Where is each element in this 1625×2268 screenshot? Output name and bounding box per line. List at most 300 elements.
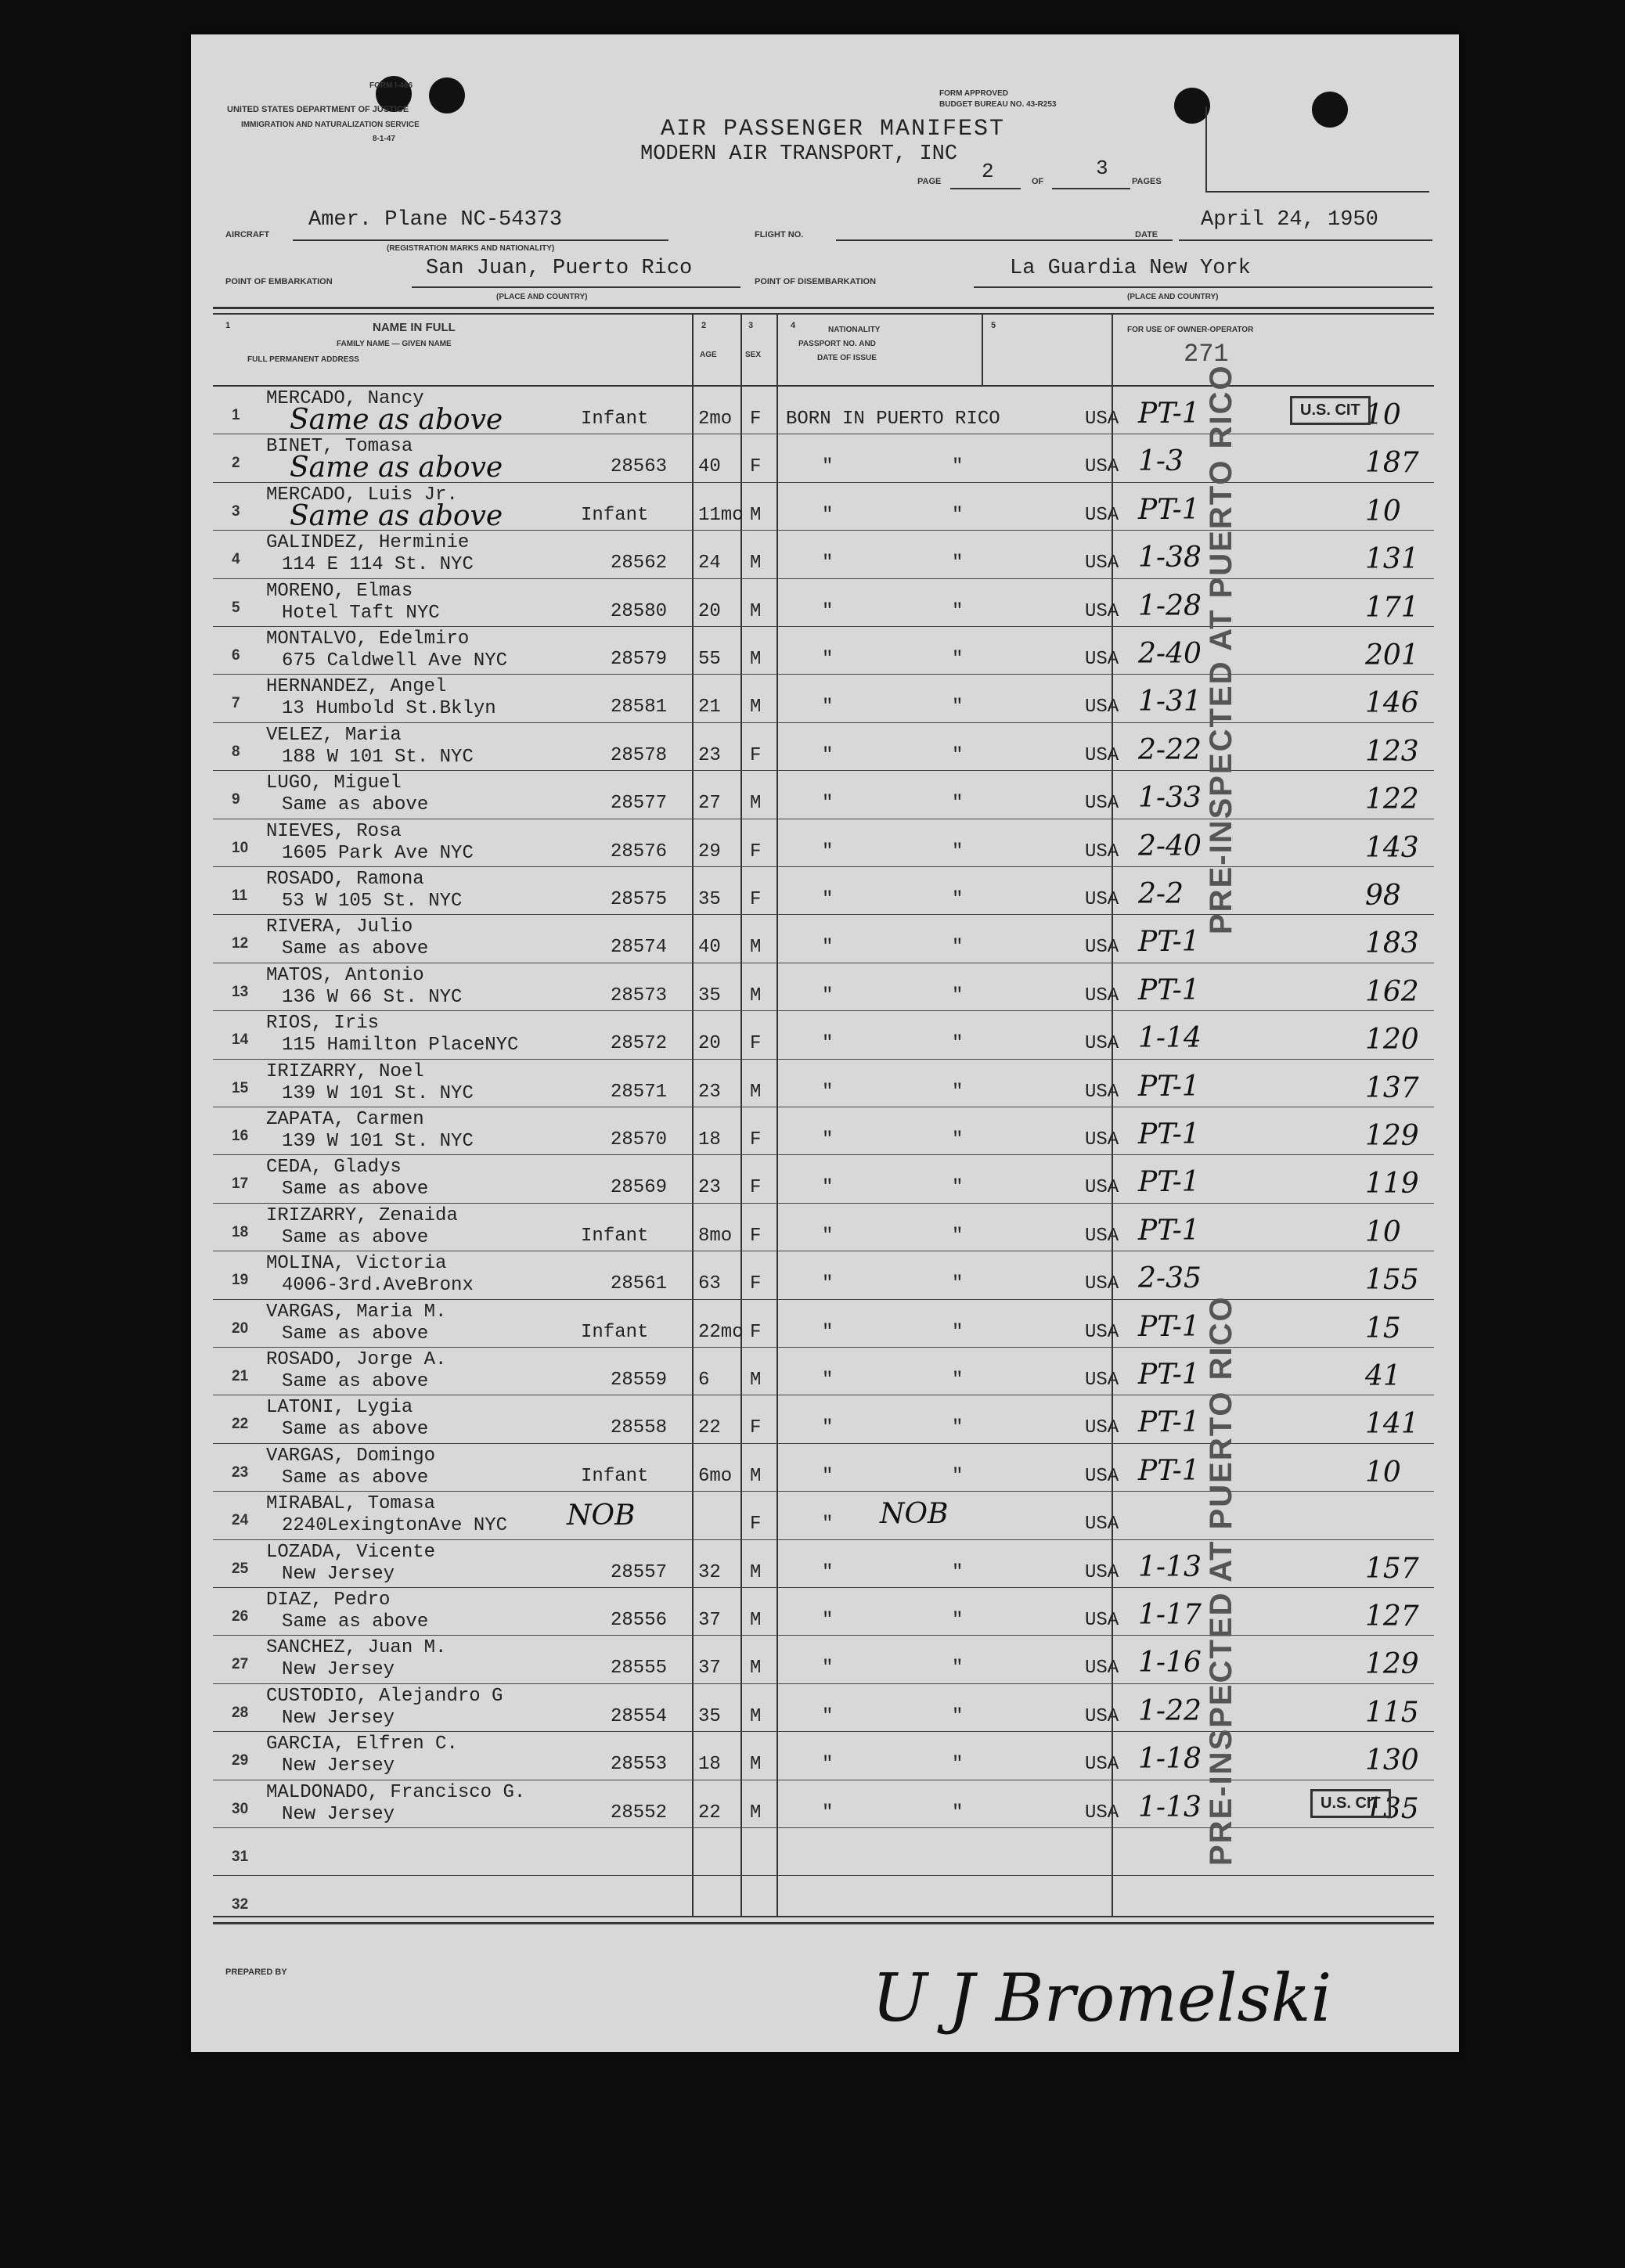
passenger-sex: M xyxy=(750,793,762,815)
passport-number: 28559 xyxy=(611,1370,668,1391)
nationality: " xyxy=(822,1321,834,1343)
row-number: 25 xyxy=(232,1560,249,1577)
passenger-age: 40 xyxy=(698,937,721,959)
nationality: " xyxy=(822,744,834,766)
passenger-address: Same as above xyxy=(282,1323,429,1345)
table-row xyxy=(191,627,1459,675)
nationality-ditto: NOB xyxy=(880,1498,949,1531)
country: USA xyxy=(1085,1273,1119,1295)
corner-box-bottom xyxy=(1205,191,1429,193)
passenger-address: Same as above xyxy=(282,1467,429,1489)
nationality-ditto: " xyxy=(952,553,964,574)
country: USA xyxy=(1085,1081,1119,1103)
owner-operator-value: 129 xyxy=(1365,1120,1419,1152)
form-number: FORM I-466 xyxy=(369,81,413,90)
us-citizen-stamp: U.S. CIT xyxy=(1290,396,1371,425)
owner-operator-value: 137 xyxy=(1365,1071,1419,1104)
passenger-age: 20 xyxy=(698,600,721,622)
passenger-sex: M xyxy=(750,937,762,959)
country: USA xyxy=(1085,504,1119,526)
passenger-sex: M xyxy=(750,985,762,1006)
table-row xyxy=(191,915,1459,963)
owner-operator-value: 10 xyxy=(1365,399,1401,431)
inspection-code: 1-17 xyxy=(1138,1599,1202,1631)
passenger-address: New Jersey xyxy=(282,1707,395,1729)
passenger-sex: M xyxy=(750,1465,762,1487)
inspection-code: PT-1 xyxy=(1138,1214,1200,1247)
country: USA xyxy=(1085,1129,1119,1150)
nationality-ditto: " xyxy=(952,600,964,622)
table-row xyxy=(191,1780,1459,1828)
inspection-code: PT-1 xyxy=(1138,398,1200,430)
nationality: " xyxy=(822,1417,834,1439)
passenger-age: 35 xyxy=(698,889,721,910)
passenger-address: Same as above xyxy=(282,794,429,816)
nationality-ditto: " xyxy=(952,1802,964,1823)
row-number: 6 xyxy=(232,647,240,664)
passport-number: 28581 xyxy=(611,697,668,718)
pages-total: 3 xyxy=(1096,157,1108,180)
col1-title: NAME IN FULL xyxy=(373,321,456,334)
page-underline xyxy=(950,188,1021,189)
country: USA xyxy=(1085,409,1119,430)
row-number: 21 xyxy=(232,1368,249,1384)
owner-operator-value: 131 xyxy=(1365,543,1419,576)
embark-note: (PLACE AND COUNTRY) xyxy=(496,293,588,301)
nationality: " xyxy=(822,600,834,622)
col1-sub2: FULL PERMANENT ADDRESS xyxy=(247,355,359,364)
row-number: 32 xyxy=(232,1896,249,1913)
country: USA xyxy=(1085,697,1119,718)
owner-operator-value: 135 xyxy=(1365,1792,1419,1825)
nationality-ditto: " xyxy=(952,1225,964,1247)
passenger-age: 8mo xyxy=(698,1225,733,1247)
country: USA xyxy=(1085,1370,1119,1391)
inspection-code: 1-38 xyxy=(1138,542,1202,574)
country: USA xyxy=(1085,1658,1119,1679)
nationality-ditto: " xyxy=(952,1321,964,1343)
row-number: 2 xyxy=(232,455,240,472)
table-row xyxy=(191,1732,1459,1780)
form-date: 8-1-47 xyxy=(373,135,395,143)
passenger-address: 1605 Park Ave NYC xyxy=(282,842,474,864)
table-row xyxy=(191,1060,1459,1107)
col5-number: 5 xyxy=(991,321,996,330)
table-row xyxy=(191,1395,1459,1443)
country: USA xyxy=(1085,553,1119,574)
inspection-code: 1-16 xyxy=(1138,1647,1202,1679)
country: USA xyxy=(1085,1705,1119,1727)
passenger-age: 6mo xyxy=(698,1465,733,1487)
owner-operator-value: 98 xyxy=(1365,880,1401,912)
inspection-code: 2-40 xyxy=(1138,830,1202,862)
passenger-age: 40 xyxy=(698,456,721,478)
flight-label: FLIGHT NO. xyxy=(755,230,804,239)
passenger-name: CEDA, Gladys xyxy=(266,1157,402,1179)
owner-operator-value: 120 xyxy=(1365,1024,1419,1057)
inspection-code: 1-14 xyxy=(1138,1022,1202,1055)
corner-box-left xyxy=(1205,106,1207,193)
country: USA xyxy=(1085,1321,1119,1343)
col2-title: AGE xyxy=(700,351,717,359)
nationality-ditto: " xyxy=(952,889,964,910)
owner-operator-value: 146 xyxy=(1365,687,1419,720)
passenger-address: Same as above xyxy=(282,1419,429,1441)
us-citizen-stamp: U.S. CIT xyxy=(1310,1789,1391,1818)
nationality-ditto: " xyxy=(952,1610,964,1631)
inspection-code: PT-1 xyxy=(1138,974,1200,1006)
passport-number: 28557 xyxy=(611,1561,668,1583)
passenger-address: 2240LexingtonAve NYC xyxy=(282,1515,508,1537)
col4-sub2: DATE OF ISSUE xyxy=(817,354,877,362)
row-number: 3 xyxy=(232,502,240,520)
passenger-sex: M xyxy=(750,504,762,526)
owner-operator-value: 127 xyxy=(1365,1600,1419,1633)
inspection-code: 2-2 xyxy=(1138,878,1184,910)
nationality: " xyxy=(822,456,834,478)
nationality-ditto: " xyxy=(952,504,964,526)
passenger-age: 11mo xyxy=(698,504,744,526)
row-number: 20 xyxy=(232,1319,249,1337)
row-number: 19 xyxy=(232,1272,249,1289)
passenger-name: MONTALVO, Edelmiro xyxy=(266,628,470,650)
aircraft-note: (REGISTRATION MARKS AND NATIONALITY) xyxy=(387,244,555,253)
passenger-address: 136 W 66 St. NYC xyxy=(282,986,463,1008)
inspection-code: 1-31 xyxy=(1138,686,1202,718)
passenger-address: 4006-3rd.AveBronx xyxy=(282,1275,474,1297)
row-number: 14 xyxy=(232,1031,249,1049)
passport-number: 28554 xyxy=(611,1705,668,1727)
passenger-name: GARCIA, Elfren C. xyxy=(266,1733,458,1755)
country: USA xyxy=(1085,1610,1119,1631)
prepared-by-label: PREPARED BY xyxy=(225,1967,287,1977)
row-number: 27 xyxy=(232,1656,249,1673)
passenger-name: MALDONADO, Francisco G. xyxy=(266,1781,526,1803)
owner-operator-value: 41 xyxy=(1365,1360,1401,1392)
nationality: " xyxy=(822,649,834,670)
passenger-name: DIAZ, Pedro xyxy=(266,1589,391,1611)
table-row xyxy=(191,771,1459,819)
inspection-code: PT-1 xyxy=(1138,1406,1200,1439)
owner-operator-value: 141 xyxy=(1365,1408,1419,1441)
punch-hole xyxy=(429,77,465,113)
manifest-title: AIR PASSENGER MANIFEST xyxy=(661,116,1006,142)
passenger-age: 20 xyxy=(698,1033,721,1055)
passenger-address: 139 W 101 St. NYC xyxy=(282,1082,474,1104)
passenger-address: Hotel Taft NYC xyxy=(282,602,440,624)
passenger-sex: F xyxy=(750,409,762,430)
nationality: " xyxy=(822,889,834,910)
row-number: 17 xyxy=(232,1175,249,1193)
nationality-ditto: " xyxy=(952,841,964,862)
passenger-address: Same as above xyxy=(282,938,429,960)
row-number: 9 xyxy=(232,791,240,808)
passenger-address: New Jersey xyxy=(282,1659,395,1681)
country: USA xyxy=(1085,889,1119,910)
passport-number: 28555 xyxy=(611,1658,668,1679)
nationality: " xyxy=(822,1754,834,1776)
passport-number: 28574 xyxy=(611,937,668,959)
nationality-ditto: " xyxy=(952,1273,964,1295)
table-row xyxy=(191,1107,1459,1155)
passenger-name: MERCADO, Luis Jr. xyxy=(266,484,458,506)
col4-number: 4 xyxy=(791,321,796,330)
owner-operator-value: 201 xyxy=(1365,639,1419,671)
nationality-ditto: " xyxy=(952,937,964,959)
manifest-page xyxy=(191,34,1459,2052)
passport-number: 28575 xyxy=(611,889,668,910)
passenger-address: Same as above xyxy=(290,452,503,484)
nationality-ditto: " xyxy=(952,1754,964,1776)
row-number: 11 xyxy=(232,887,248,904)
row-number: 12 xyxy=(232,935,249,952)
nationality-ditto: " xyxy=(952,649,964,670)
disembark-label: POINT OF DISEMBARKATION xyxy=(755,277,877,286)
preinspection-stamp: PRE-INSPECTED AT PUERTO RICO xyxy=(1204,1295,1238,1866)
passenger-age: 55 xyxy=(698,649,721,670)
preparer-signature: U J Bromelski xyxy=(872,1960,1332,2036)
table-row xyxy=(191,1540,1459,1588)
pages-underline xyxy=(1052,188,1130,189)
owner-operator-value: 129 xyxy=(1365,1648,1419,1681)
inspection-code: 1-18 xyxy=(1138,1743,1202,1776)
aircraft-underline xyxy=(293,239,668,241)
row-number: 1 xyxy=(232,407,240,423)
passenger-name: MORENO, Elmas xyxy=(266,580,413,602)
row-number: 4 xyxy=(232,551,240,568)
passenger-sex: M xyxy=(750,553,762,574)
service-name: IMMIGRATION AND NATURALIZATION SERVICE xyxy=(241,121,420,129)
row-number: 18 xyxy=(232,1223,249,1240)
passenger-sex: F xyxy=(750,1417,762,1439)
passport-number: 28580 xyxy=(611,600,668,622)
passenger-sex: M xyxy=(750,1561,762,1583)
row-number: 24 xyxy=(232,1512,249,1529)
passport-number: 28562 xyxy=(611,553,668,574)
punch-hole xyxy=(1312,92,1348,128)
passenger-sex: F xyxy=(750,1033,762,1055)
passenger-name: IRIZARRY, Noel xyxy=(266,1060,424,1082)
passenger-name: LATONI, Lygia xyxy=(266,1397,413,1419)
nationality: " xyxy=(822,697,834,718)
col-divider xyxy=(982,315,983,387)
passenger-name: ROSADO, Jorge A. xyxy=(266,1349,447,1370)
nationality-ditto: " xyxy=(952,1417,964,1439)
nationality: " xyxy=(822,1225,834,1247)
table-row xyxy=(191,1876,1459,1924)
col6-title: FOR USE OF OWNER-OPERATOR xyxy=(1127,326,1254,334)
nationality: " xyxy=(822,1033,834,1055)
embark-value: San Juan, Puerto Rico xyxy=(426,257,693,280)
table-row xyxy=(191,867,1459,915)
col2-number: 2 xyxy=(701,321,707,330)
inspection-code: PT-1 xyxy=(1138,493,1200,526)
inspection-code: 1-3 xyxy=(1138,445,1184,478)
passenger-name: VARGAS, Domingo xyxy=(266,1445,436,1467)
country: USA xyxy=(1085,985,1119,1006)
country: USA xyxy=(1085,1514,1119,1535)
passenger-age: 2mo xyxy=(698,409,733,430)
country: USA xyxy=(1085,649,1119,670)
nationality-ditto: " xyxy=(952,1561,964,1583)
passport-number: 28571 xyxy=(611,1081,668,1103)
passenger-name: SANCHEZ, Juan M. xyxy=(266,1637,447,1659)
passenger-sex: M xyxy=(750,1802,762,1823)
passenger-address: Same as above xyxy=(282,1179,429,1201)
col1-sub: FAMILY NAME — GIVEN NAME xyxy=(337,340,452,348)
date-underline xyxy=(1179,239,1432,241)
table-row xyxy=(191,1636,1459,1683)
passenger-sex: M xyxy=(750,1610,762,1631)
passenger-age: 22mo xyxy=(698,1321,744,1343)
country: USA xyxy=(1085,1033,1119,1055)
passport-number: 28561 xyxy=(611,1273,668,1295)
nationality-ditto: " xyxy=(952,793,964,815)
embark-label: POINT OF EMBARKATION xyxy=(225,277,333,286)
owner-operator-value: 10 xyxy=(1365,1456,1401,1489)
passenger-age: 29 xyxy=(698,841,721,862)
passport-number: Infant xyxy=(581,1465,649,1487)
passenger-sex: M xyxy=(750,1370,762,1391)
country: USA xyxy=(1085,1561,1119,1583)
passenger-name: VELEZ, Maria xyxy=(266,724,402,746)
table-row xyxy=(191,1204,1459,1251)
table-row xyxy=(191,1684,1459,1732)
passenger-age: 27 xyxy=(698,793,721,815)
nationality-ditto: " xyxy=(952,985,964,1006)
inspection-code: 2-22 xyxy=(1138,733,1202,766)
passenger-name: MOLINA, Victoria xyxy=(266,1253,447,1275)
owner-operator-value: 130 xyxy=(1365,1744,1419,1777)
embark-underline xyxy=(412,286,740,288)
country: USA xyxy=(1085,1177,1119,1199)
passport-number: 28558 xyxy=(611,1417,668,1439)
nationality: " xyxy=(822,937,834,959)
owner-operator-value: 157 xyxy=(1365,1552,1419,1585)
table-row xyxy=(191,483,1459,531)
form-approved: FORM APPROVED xyxy=(939,89,1008,98)
passenger-address: 675 Caldwell Ave NYC xyxy=(282,650,508,671)
passenger-sex: F xyxy=(750,841,762,862)
flight-underline xyxy=(836,239,1173,241)
of-label: OF xyxy=(1032,177,1044,186)
country: USA xyxy=(1085,937,1119,959)
inspection-code: 1-13 xyxy=(1138,1791,1202,1823)
nationality: " xyxy=(822,1561,834,1583)
row-number: 5 xyxy=(232,599,240,616)
passport-number: 28573 xyxy=(611,985,668,1006)
passenger-sex: F xyxy=(750,1225,762,1247)
table-row xyxy=(191,1011,1459,1059)
passport-number: Infant xyxy=(581,409,649,430)
passenger-age: 63 xyxy=(698,1273,721,1295)
country: USA xyxy=(1085,600,1119,622)
passenger-name: NIEVES, Rosa xyxy=(266,820,402,842)
owner-operator-value: 10 xyxy=(1365,495,1401,527)
passenger-sex: M xyxy=(750,600,762,622)
pages-label: PAGES xyxy=(1132,177,1162,186)
nationality: " xyxy=(822,1465,834,1487)
passenger-address: Same as above xyxy=(290,404,503,436)
row-number: 29 xyxy=(232,1752,249,1769)
owner-operator-value: 119 xyxy=(1365,1168,1419,1201)
passenger-age: 23 xyxy=(698,1177,721,1199)
passenger-name: ROSADO, Ramona xyxy=(266,869,424,890)
table-row xyxy=(191,1251,1459,1299)
row-number: 22 xyxy=(232,1416,249,1433)
country: USA xyxy=(1085,793,1119,815)
passenger-sex: M xyxy=(750,1658,762,1679)
inspection-code: PT-1 xyxy=(1138,926,1200,959)
nationality: " xyxy=(822,1177,834,1199)
owner-operator-value: 162 xyxy=(1365,975,1419,1008)
passenger-name: ZAPATA, Carmen xyxy=(266,1109,424,1130)
passenger-age: 37 xyxy=(698,1610,721,1631)
owner-operator-number: 271 xyxy=(1184,340,1229,369)
inspection-code: 1-28 xyxy=(1138,589,1202,622)
owner-operator-value: 123 xyxy=(1365,735,1419,768)
nationality-ditto: " xyxy=(952,1658,964,1679)
passenger-address: Same as above xyxy=(290,499,503,532)
nationality: " xyxy=(822,1370,834,1391)
table-top-rule xyxy=(213,307,1434,309)
carrier-name: MODERN AIR TRANSPORT, INC xyxy=(640,142,958,166)
date-label: DATE xyxy=(1135,230,1158,239)
passenger-address: 114 E 114 St. NYC xyxy=(282,554,474,576)
table-row xyxy=(191,531,1459,578)
inspection-code: PT-1 xyxy=(1138,1070,1200,1103)
table-row xyxy=(191,1492,1459,1539)
nationality-ditto: " xyxy=(952,1705,964,1727)
passenger-sex: F xyxy=(750,744,762,766)
table-row xyxy=(191,1348,1459,1395)
table-row xyxy=(191,675,1459,722)
owner-operator-value: 155 xyxy=(1365,1264,1419,1297)
passenger-address: Same as above xyxy=(282,1371,429,1392)
owner-operator-value: 115 xyxy=(1365,1696,1419,1729)
passenger-sex: F xyxy=(750,1514,762,1535)
passenger-address: New Jersey xyxy=(282,1755,395,1777)
owner-operator-value: 187 xyxy=(1365,447,1419,480)
row-number: 31 xyxy=(232,1849,249,1865)
row-number: 13 xyxy=(232,983,249,1000)
owner-operator-value: 143 xyxy=(1365,831,1419,864)
disembark-underline xyxy=(974,286,1432,288)
aircraft-label: AIRCRAFT xyxy=(225,230,270,239)
passenger-age: 6 xyxy=(698,1370,710,1391)
passenger-age: 24 xyxy=(698,553,721,574)
row-number: 8 xyxy=(232,743,240,760)
col4-title: NATIONALITY xyxy=(828,326,881,334)
country: USA xyxy=(1085,456,1119,478)
nationality: " xyxy=(822,1705,834,1727)
country: USA xyxy=(1085,1754,1119,1776)
nationality-ditto: " xyxy=(952,1081,964,1103)
table-row xyxy=(191,963,1459,1011)
table-row xyxy=(191,1444,1459,1492)
passenger-age: 32 xyxy=(698,1561,721,1583)
col4-sub: PASSPORT NO. AND xyxy=(798,340,876,348)
passport-number: 28552 xyxy=(611,1802,668,1823)
passenger-sex: F xyxy=(750,1273,762,1295)
row-number: 26 xyxy=(232,1608,249,1625)
country: USA xyxy=(1085,744,1119,766)
passenger-name: IRIZARRY, Zenaida xyxy=(266,1204,458,1226)
passport-number: Infant xyxy=(581,1321,649,1343)
nationality: " xyxy=(822,1802,834,1823)
passenger-age: 21 xyxy=(698,697,721,718)
nationality: BORN IN PUERTO RICO xyxy=(786,409,1000,430)
